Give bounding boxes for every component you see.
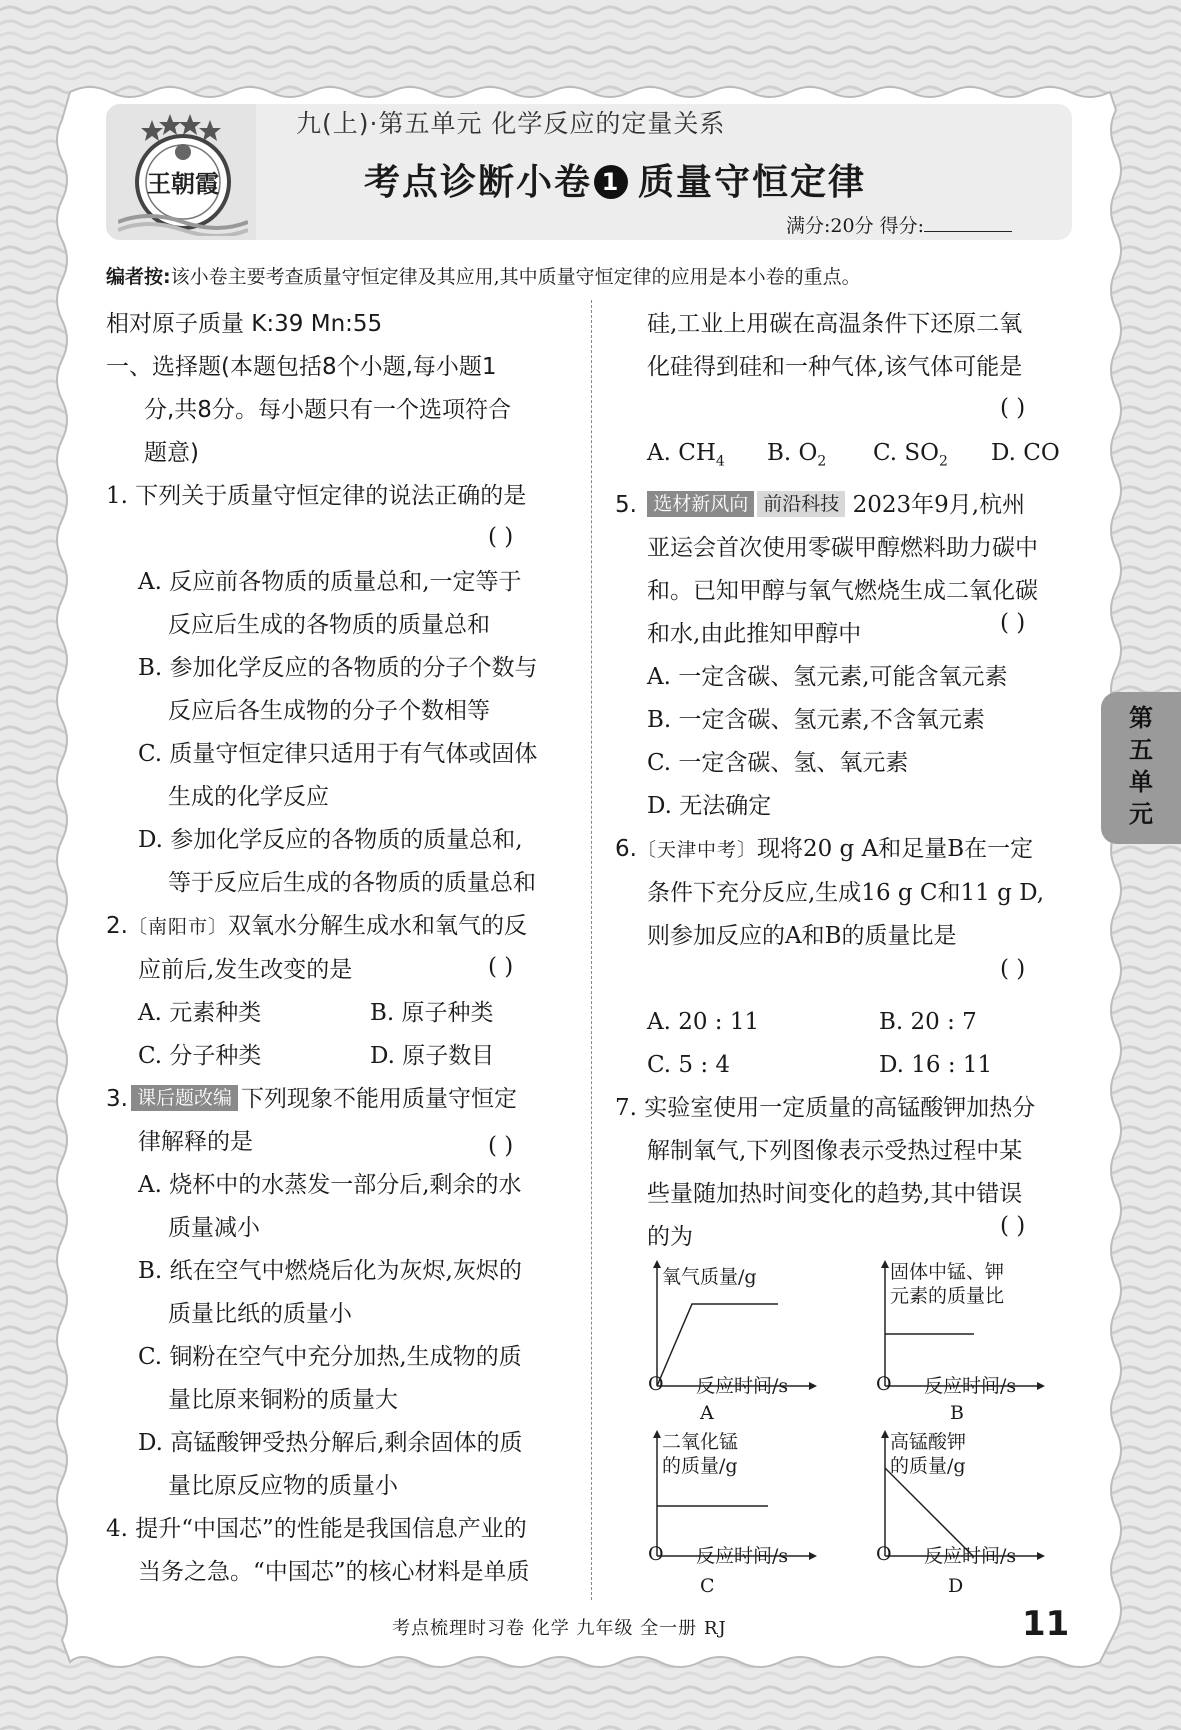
q2-option-c: C. 分子种类 — [138, 1043, 262, 1069]
unit-subtitle: 九(上)·第五单元 化学反应的定量关系 — [296, 109, 726, 138]
q1-option-c-cont: 生成的化学反应 — [168, 784, 329, 810]
left-column — [106, 303, 538, 1594]
atomic-mass-line: 相对原子质量 K:39 Mn:55 — [106, 311, 383, 337]
graph-d-xlabel: 反应时间/s — [924, 1545, 1017, 1567]
q3-option-d: D. 高锰酸钾受热分解后,剩余固体的质 — [138, 1430, 523, 1456]
q7-stem-cont3: 的为 — [647, 1223, 693, 1250]
q1-stem: 1. 下列关于质量守恒定律的说法正确的是 — [106, 483, 527, 509]
publisher-logo — [118, 110, 248, 236]
q3-stem-cont: 律解释的是 — [138, 1129, 253, 1155]
q2-option-b: B. 原子种类 — [370, 1000, 494, 1026]
q6-answer-blank[interactable]: ( ) — [1000, 956, 1026, 982]
q6-source: 〔天津中考〕 — [636, 838, 757, 861]
q5-option-c: C. 一定含碳、氢、氧元素 — [647, 749, 909, 776]
q5-stem-cont2: 和。已知甲醇与氧气燃烧生成二氧化碳 — [647, 577, 1038, 604]
q7-answer-blank[interactable]: ( ) — [1000, 1213, 1026, 1239]
q2-option-a: A. 元素种类 — [138, 1000, 262, 1026]
q6-option-b: B. 20 : 7 — [879, 1008, 977, 1035]
graph-b-xlabel: 反应时间/s — [924, 1375, 1017, 1397]
right-column — [615, 303, 1060, 1259]
q2-stem-cont: 应前后,发生改变的是 — [138, 957, 353, 983]
unit-side-tab — [1101, 692, 1181, 844]
q1-option-c: C. 质量守恒定律只适用于有气体或固体 — [138, 741, 538, 767]
editor-note — [106, 262, 861, 289]
graph-b-origin: O — [876, 1373, 892, 1395]
q1-answer-blank[interactable]: ( ) — [488, 524, 514, 550]
q4-option-a: A. $CH_4$ — [647, 440, 725, 470]
q1-option-a-cont: 反应后生成的各物质的质量总和 — [168, 612, 490, 638]
graph-a-caption: A — [700, 1402, 714, 1424]
q6-stem-cont: 条件下充分反应,生成16 g C和11 g D, — [647, 879, 1045, 906]
side-tab-label: 第 五 单 元 — [1129, 704, 1153, 828]
title-prefix: 考点诊断小卷 — [364, 162, 593, 203]
q6-option-c: C. 5 : 4 — [647, 1051, 731, 1078]
graph-c-caption: C — [700, 1575, 715, 1597]
q5-tag-new-trend: 选材新风向 — [647, 491, 754, 517]
graph-a-ylabel: 氧气质量/g — [662, 1266, 757, 1288]
q5-option-b: B. 一定含碳、氢元素,不含氧元素 — [647, 706, 985, 733]
footer-text: 考点梳理时习卷 化学 九年级 全一册 RJ — [392, 1618, 727, 1639]
q3-option-c-cont: 量比原来铜粉的质量大 — [168, 1387, 398, 1413]
q4-answer-blank[interactable]: ( ) — [1000, 395, 1026, 421]
q3-option-c: C. 铜粉在空气中充分加热,生成物的质 — [138, 1344, 522, 1370]
q5-stem: 5. 选材新风向 前沿科技 2023年9月,杭州 — [615, 491, 1026, 518]
graph-a-origin: O — [648, 1373, 664, 1395]
graph-b-caption: B — [950, 1402, 964, 1424]
q3-option-b-cont: 质量比纸的质量小 — [168, 1301, 352, 1327]
title-number-badge: 1 — [594, 165, 628, 199]
q3-answer-blank[interactable]: ( ) — [488, 1133, 514, 1159]
graph-c-ylabel: 二氧化锰 的质量/g — [662, 1431, 739, 1477]
svg-text:王朝霞: 王朝霞 — [147, 169, 219, 198]
q4-option-c: C. $SO_2$ — [873, 440, 948, 470]
editor-note-text: 该小卷主要考查质量守恒定律及其应用,其中质量守恒定律的应用是本小卷的重点。 — [170, 266, 861, 288]
graph-d-caption: D — [948, 1575, 964, 1597]
q2-options-cd — [106, 1035, 538, 1078]
graph-c-xlabel: 反应时间/s — [696, 1545, 789, 1567]
graph-d-ylabel: 高锰酸钾 的质量/g — [890, 1431, 967, 1477]
q5-option-a: A. 一定含碳、氢元素,可能含氧元素 — [647, 663, 1008, 690]
q6-options-ab — [615, 1001, 1060, 1044]
q6-stem-cont2: 则参加反应的A和B的质量比是 — [647, 922, 957, 949]
q3-tag: 课后题改编 — [131, 1085, 238, 1111]
graph-c-origin: O — [648, 1543, 664, 1565]
q2-option-d: D. 原子数目 — [370, 1043, 495, 1069]
q7-stem: 7. 实验室使用一定质量的高锰酸钾加热分 — [615, 1094, 1036, 1121]
q7-stem-cont: 解制氧气,下列图像表示受热过程中某 — [647, 1137, 1023, 1164]
q3-option-d-cont: 量比原反应物的质量小 — [168, 1473, 398, 1499]
q4-stem-cont: 当务之急。“中国芯”的核心材料是单质 — [138, 1559, 530, 1585]
q1-option-b: B. 参加化学反应的各物质的分子个数与 — [138, 655, 538, 681]
q1-option-b-cont: 反应后各生成物的分子个数相等 — [168, 698, 490, 724]
q2-options-ab — [106, 992, 538, 1035]
q6-option-d: D. 16 : 11 — [879, 1051, 993, 1078]
q4-option-d: D. CO — [991, 440, 1060, 466]
q7-stem-cont2: 些量随加热时间变化的趋势,其中错误 — [647, 1180, 1023, 1207]
q1-option-d: D. 参加化学反应的各物质的质量总和, — [138, 827, 523, 853]
q5-stem-cont: 亚运会首次使用零碳甲醇燃料助力碳中 — [647, 534, 1038, 561]
q2-source: 〔南阳市〕 — [127, 916, 228, 938]
q4-option-b: B. $O_2$ — [767, 440, 827, 470]
q3-option-a: A. 烧杯中的水蒸发一部分后,剩余的水 — [138, 1172, 522, 1198]
column-divider — [591, 300, 592, 1600]
editor-note-label: 编者按: — [106, 266, 171, 288]
q4-stem: 4. 提升“中国芯”的性能是我国信息产业的 — [106, 1516, 527, 1542]
q5-stem-cont3: 和水,由此推知甲醇中 — [647, 620, 862, 647]
title-main: 质量守恒定律 — [638, 162, 867, 203]
q6-option-a: A. 20 : 11 — [647, 1008, 760, 1035]
section-heading-line1: 一、选择题(本题包括8个小题,每小题1 — [106, 354, 497, 380]
paper-title — [364, 154, 866, 205]
q2-answer-blank[interactable]: ( ) — [488, 954, 514, 980]
q5-option-d: D. 无法确定 — [647, 792, 772, 819]
section-heading-line3: 题意) — [144, 440, 199, 466]
q1-option-a: A. 反应前各物质的质量总和,一定等于 — [138, 569, 522, 595]
score-line — [786, 211, 1012, 238]
q5-answer-blank[interactable]: ( ) — [1000, 610, 1026, 636]
score-blank[interactable] — [924, 231, 1012, 232]
q6-options-cd — [615, 1044, 1060, 1087]
q5-tag-frontier-tech: 前沿科技 — [757, 491, 845, 517]
q4-options — [615, 432, 1060, 484]
q3-stem: 3. 课后题改编 下列现象不能用质量守恒定 — [106, 1086, 517, 1112]
q1-option-d-cont: 等于反应后生成的各物质的质量总和 — [168, 870, 536, 896]
q3-option-a-cont: 质量减小 — [168, 1215, 260, 1241]
q4-stem-cont2: 硅,工业上用碳在高温条件下还原二氧 — [647, 311, 1023, 337]
q3-option-b: B. 纸在空气中燃烧后化为灰烬,灰烬的 — [138, 1258, 522, 1284]
graph-b-ylabel: 固体中锰、钾 元素的质量比 — [890, 1261, 1005, 1307]
section-heading-line2: 分,共8分。每小题只有一个选项符合 — [144, 397, 511, 423]
score-label: 满分:20分 得分: — [786, 215, 925, 237]
q4-stem-cont3: 化硅得到硅和一种气体,该气体可能是 — [647, 354, 1023, 380]
q6-stem: 6.〔天津中考〕现将20 g A和足量B在一定 — [615, 835, 1034, 862]
q2-stem: 2.〔南阳市〕双氧水分解生成水和氧气的反 — [106, 913, 527, 939]
graph-a-xlabel: 反应时间/s — [696, 1375, 789, 1397]
graph-d-origin: O — [876, 1543, 892, 1565]
page-number: 11 — [1022, 1604, 1070, 1644]
